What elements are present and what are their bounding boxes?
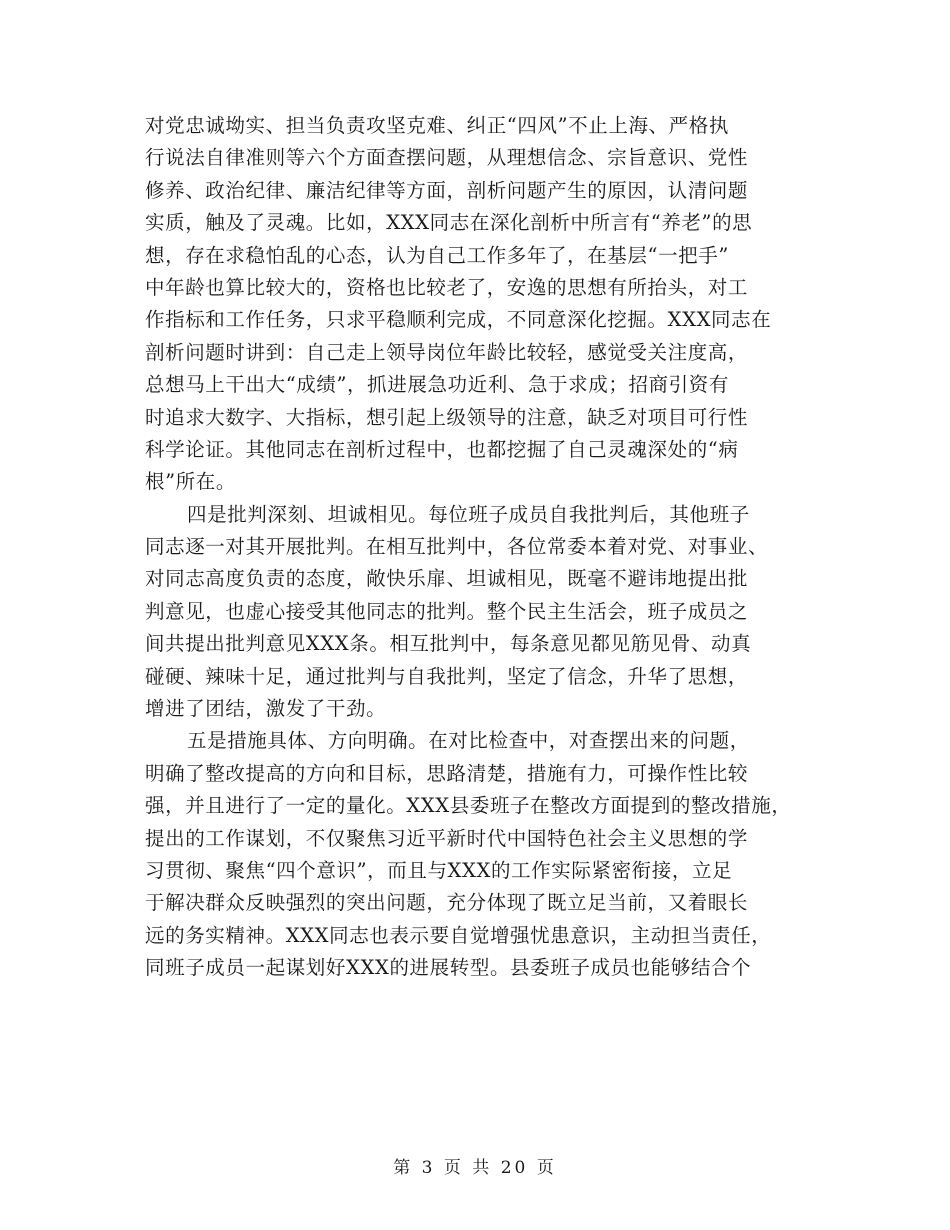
- document-body: [145, 110, 835, 985]
- text-line: 习贯彻、聚焦“四个意识”，而且与XXX的工作实际紧密衔接，立足: [145, 858, 733, 882]
- text-line: 对党忠诚坳实、担当负责攻坚克难、纠正“四风”不止上海、严格执: [145, 114, 729, 137]
- text-line: 间共提出批判意见XXX条。相互批判中，每条意见都见筋见骨、动真: [145, 632, 752, 656]
- text-line: 同志逐一对其开展批判。在相互批判中，各位常委本着对党、对事业、: [145, 535, 769, 559]
- text-line: 修养、政治纪律、廉洁纪律等方面，剖析问题产生的原因，认清问题: [145, 178, 749, 202]
- text-line: 对同志高度负责的态度，敞快乐扉、坦诚相见，既毫不避讳地提出批: [145, 567, 749, 591]
- text-line: 碰硬、辣味十足，通过批判与自我批判，坚定了信念，升华了思想，: [145, 664, 749, 688]
- text-line: 中年龄也算比较大的，资格也比较老了，安逸的思想有所抬头，对工: [145, 275, 749, 299]
- text-line: 时追求大数字、大指标，想引起上级领导的注意，缺乏对项目可行性: [145, 405, 749, 429]
- text-line: 远的务实精神。XXX同志也表示要自觉增强忧患意识，主动担当责任，: [145, 923, 772, 947]
- text-line: 明确了整改提高的方向和目标，思路清楚，措施有力，可操作性比较: [145, 761, 749, 785]
- page-number-footer: 第 3 页 共 20 页: [393, 1158, 557, 1178]
- text-line: 强，并且进行了一定的量化。XXX县委班子在整改方面提到的整改措施，: [145, 794, 792, 818]
- paragraph-start-line: 四是批判深刻、坦诚相见。每位班子成员自我批判后，其他班子: [187, 502, 750, 526]
- text-line: 行说法自律准则等六个方面查摆问题，从理想信念、宗旨意识、党性: [145, 146, 749, 170]
- text-line: 想，存在求稳怕乱的心态，认为自己工作多年了，在基层“一把手”: [145, 243, 729, 267]
- text-line: 科学论证。其他同志在剖析过程中，也都挖掘了自己灵魂深处的“病: [145, 437, 739, 461]
- text-line: 实质，触及了灵魂。比如，XXX同志在深化剖析中所言有“养老”的思: [145, 211, 753, 235]
- text-line: 于解决群众反映强烈的突出问题，充分体现了既立足当前，又着眼长: [145, 891, 749, 915]
- text-line: 根”所在。: [145, 470, 236, 494]
- text-line: 总想马上干出大“成绩”，抓进展急功近利、急于求成；招商引资有: [145, 373, 729, 397]
- text-line: 提出的工作谋划，不仅聚焦习近平新时代中国特色社会主义思想的学: [145, 826, 749, 850]
- text-line: 增进了团结，激发了干劲。: [145, 697, 387, 721]
- text-line: 剖析问题时讲到：自己走上领导岗位年龄比较轻，感觉受关注度高，: [145, 340, 749, 364]
- text-line: 同班子成员一起谋划好XXX的进展转型。县委班子成员也能够结合个: [145, 956, 752, 980]
- text-line: 作指标和工作任务，只求平稳顺利完成，不同意深化挖掘。XXX同志在: [145, 308, 772, 332]
- paragraph-start-line: 五是措施具体、方向明确。在对比检查中，对查摆出来的问题，: [187, 729, 750, 753]
- text-line: 判意见，也虚心接受其他同志的批判。整个民主生活会，班子成员之: [145, 599, 749, 623]
